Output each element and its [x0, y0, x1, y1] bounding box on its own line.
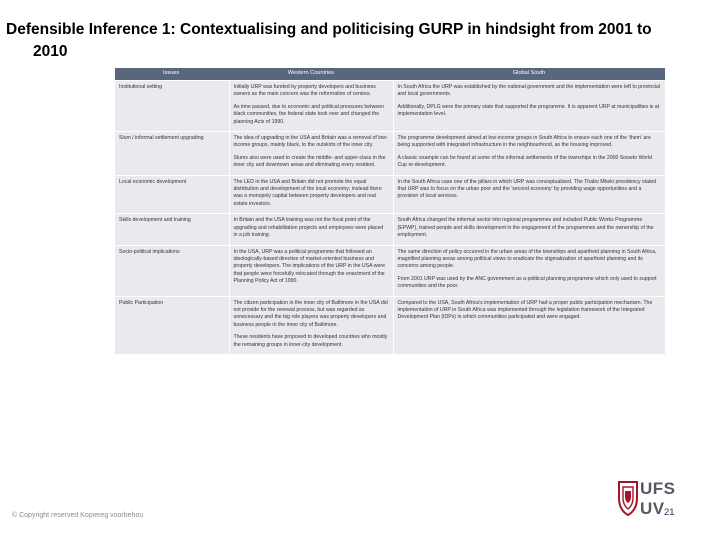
logo-text-uv: UV: [640, 499, 665, 518]
south-cell: [393, 296, 665, 354]
western-text: These residents have proposed to developed countries who mostly the remaining groups in inner-city development.: [233, 334, 388, 348]
issue-cell: [115, 214, 229, 245]
south-cell: [393, 214, 665, 245]
western-text: Initially URP was funded by property developers and business owners as the main concern was the reformation of centres.: [233, 84, 376, 98]
western-cell: [229, 296, 393, 354]
header-global-south: Global South: [393, 68, 665, 81]
south-text: Compared to the USA, South Africa's implementation of URP had a proper public participation mechanism. The implementation of URP in South Africa was implemented through the legislation framework of the Integrated Development Plan (IDPs) in which communities participated and were engaged.: [397, 299, 653, 321]
western-cell: [229, 132, 393, 176]
table-row: [115, 175, 665, 214]
issue-label: Skills development and training: [119, 217, 191, 224]
western-cell: [229, 175, 393, 214]
western-text: The citizen participation in the inner city of Baltimore in the USA did not provide for the renewal process, but was regarded as unnecessary and the big role players was property developers and business people in the inner city of Baltimore.: [233, 299, 388, 328]
south-cell: [393, 81, 665, 132]
south-cell: [393, 175, 665, 214]
shield-icon: [617, 478, 639, 518]
western-text: In the USA, URP was a political programme that followed an ideologically-based directive of market-oriented business and property developers. The implications of the URP in the USA were that people were forcefully relocated through the enactment of the Planning Policy Act of 1990.: [233, 248, 385, 285]
south-text: From 2001 URP was used by the ANC government as a political planning programme which only used to support communities and the poor.: [397, 275, 657, 290]
south-text: In South Africa the URP was established by the national government and the implementation were left to provincial and local governments.: [397, 84, 661, 98]
issue-label: Slum / informal settlement upgrading: [119, 135, 204, 142]
western-text: The LED in the USA and Britain did not promote the equal distribution and development of the local economy; instead there was a monopoly capital between property developers and real estate investors.: [233, 178, 382, 207]
south-text: South Africa changed the informal sector into regional programmes and included Public Works Programme (EPWP), trained people and skills development in the engagement of the programmes and the ownership of the employment.: [397, 217, 654, 239]
south-text: Additionally, DPLG were the primary state that supported the programme. It is apparent URP at municipalities is at implementation level.: [397, 103, 660, 118]
western-text: Slums also were used to create the middle- and upper-class in the inner city and downtown areas and eliminating every resident.: [233, 154, 386, 169]
south-text: A classic example can be found at some of the informal settlements of the townships in the 2000 Soweto World Cup re-development.: [397, 154, 653, 169]
table-row: [115, 245, 665, 296]
table-row: [115, 132, 665, 176]
issue-cell: [115, 132, 229, 176]
western-text: The idea of upgrading in the USA and Britain was a removal of low-income groups, mainly black, to the outskirts of the inner city.: [233, 135, 388, 149]
issue-label: Institutional setting: [119, 84, 162, 90]
south-text: The same direction of policy occurred in the urban areas of the townships and apartheid planning in South Africa, magnified planning areas among political views to eradicate the stigmatization of apartheid planning and its concerns among people.: [397, 248, 657, 270]
issue-cell: [115, 81, 229, 132]
south-cell: [393, 245, 665, 296]
western-cell: [229, 245, 393, 296]
western-text: As time passed, due to economic and political pressures between black communities, the federal state took over and changed the planning Acts of 1990.: [233, 103, 385, 125]
slide-title-line-1: Defensible Inference 1: Contextualising and politicising GURP in hindsight from 2001 to: [6, 21, 652, 38]
south-cell: [393, 132, 665, 176]
header-western-countries: Western Countries: [229, 68, 393, 81]
page-number: 21: [664, 507, 675, 518]
issue-label: Local economic development: [119, 178, 187, 185]
comparison-table: [115, 68, 665, 354]
western-cell: [229, 214, 393, 245]
issue-cell: [115, 175, 229, 214]
western-cell: [229, 81, 393, 132]
table-header-row: [115, 68, 665, 81]
issue-label: Socio-political implications: [119, 248, 180, 255]
slide-title-line-2: 2010: [33, 43, 68, 60]
issue-cell: [115, 296, 229, 354]
table-row: [115, 214, 665, 245]
logo-text-ufs: UFS: [640, 479, 676, 498]
slide-title: [6, 19, 696, 63]
issue-cell: [115, 245, 229, 296]
header-issues: Issues: [115, 68, 229, 81]
comparison-table-container: [115, 68, 665, 354]
ufs-logo: [617, 478, 689, 524]
south-text: In the South Africa case one of the pillars in which URP was conceptualised. The Thabo Mbeki presidency stated that URP was to focus on the urban poor and the 'second economy' by providing wage opportunities and a provision of local services.: [397, 178, 657, 200]
copyright-footer: © Copyright reserved Kopiereg voorbehou: [12, 512, 144, 519]
issue-label: Public Participation: [119, 299, 164, 306]
table-row: [115, 81, 665, 132]
western-text: In Britain and the USA training was not the focal point of the upgrading and rehabilitation projects and employees were placed in a job training.: [233, 217, 384, 239]
table-row: [115, 296, 665, 354]
south-text: The programme development aimed at low-income groups in South Africa to ensure each one of the 'them' are being supported with integrated infrastructure in the neighbourhood, as the housing improved.: [397, 135, 651, 149]
